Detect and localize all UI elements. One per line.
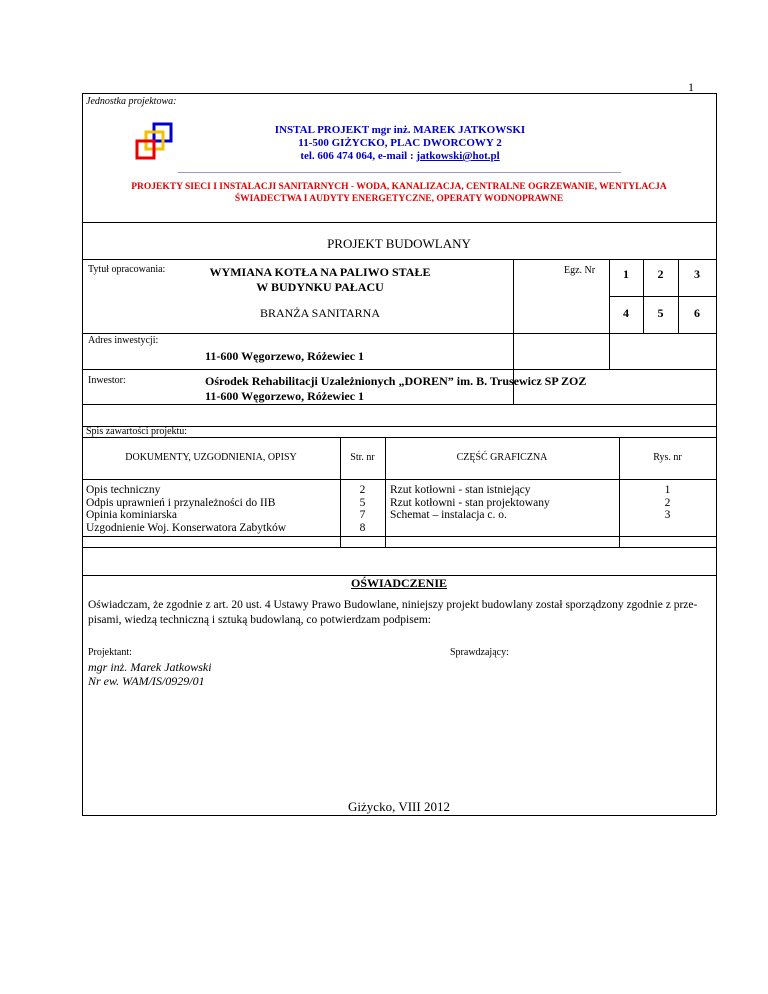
document-item: Opis techniczny — [86, 484, 161, 496]
investor-value — [205, 374, 586, 404]
header-divider — [178, 172, 621, 173]
document-page: 8 — [359, 521, 366, 534]
place-date: Giżycko, VIII 2012 — [348, 799, 450, 814]
drawing-item: Rzut kotłowni - stan istniejący — [390, 484, 531, 496]
graphics-header: CZĘŚĆ GRAFICZNA — [456, 452, 548, 463]
drawing-number: 1 — [664, 484, 671, 496]
designer-registration: Nr ew. WAM/IS/0929/01 — [88, 674, 205, 688]
copies-label: Egz. Nr — [564, 265, 596, 276]
drawing-item: Schemat – instalacja c. o. — [390, 509, 507, 521]
company-info — [180, 124, 620, 163]
declaration-line-2: pisami, wiedzą techniczną i sztuką budowlaną, co potwierdzam podpisem: — [88, 614, 431, 626]
checker-label: Sprawdzający: — [450, 647, 509, 658]
documents-header: DOKUMENTY, UZGODNIENIA, OPISY — [125, 452, 297, 463]
copy-number: 4 — [623, 306, 629, 320]
copy-number: 5 — [657, 306, 664, 320]
company-name: INSTAL PROJEKT mgr inż. MAREK JATKOWSKI — [274, 124, 526, 136]
frame-right — [716, 93, 717, 815]
copy-number: 6 — [694, 306, 700, 320]
title-line-2: W BUDYNKU PAŁACU — [256, 280, 384, 294]
declaration-title: OŚWIADCZENIE — [350, 576, 448, 590]
drawing-number: 3 — [664, 509, 671, 521]
drawing-number-header: Rys. nr — [653, 452, 682, 463]
investor-line-1: Ośrodek Rehabilitacji Uzależnionych „DOREN” im. B. Trusewicz SP ZOZ — [205, 374, 587, 388]
title-line-1: WYMIANA KOTŁA NA PALIWO STAŁE — [209, 265, 431, 279]
page-number-header: Str. nr — [350, 452, 375, 463]
document-page: 2 — [359, 484, 366, 496]
company-contact — [180, 150, 620, 163]
declaration-line-1: Oświadczam, że zgodnie z art. 20 ust. 4 Ustawy Prawo Budowlane, niniejszy projekt budowlany został sporządzony zgodnie z prze- — [88, 599, 698, 611]
frame-top — [82, 93, 716, 94]
document-item: Odpis uprawnień i przynależności do IIB — [86, 496, 276, 509]
company-address: 11-500 GIŻYCKO, PLAC DWORCOWY 2 — [298, 137, 502, 149]
document-item: Opinia kominiarska — [86, 509, 178, 521]
copy-number: 2 — [657, 267, 664, 281]
services-line-1: PROJEKTY SIECI I INSTALACJI SANITARNYCH - WODA, KANALIZACJA, CENTRALNE OGRZEWANIE, WENTYLACJA — [131, 182, 667, 192]
drawing-numbers — [619, 484, 716, 522]
document-page: 5 — [359, 496, 366, 509]
services-info — [86, 181, 712, 205]
services-line-2: ŚWIADECTWA I AUDYTY ENERGETYCZNE, OPERATY WODNOPRAWNE — [234, 194, 564, 204]
declaration-text — [88, 598, 712, 628]
drawing-item: Rzut kotłowni - stan projektowany — [390, 496, 550, 509]
company-email-link[interactable]: jatkowski@hot.pl — [416, 150, 500, 162]
title-text — [200, 265, 440, 295]
project-type: PROJEKT BUDOWLANY — [327, 236, 471, 251]
investor-label: Inwestor: — [88, 375, 126, 386]
title-label: Tytuł opracowania: — [88, 264, 166, 275]
unit-label: Jednostka projektowa: — [86, 96, 177, 107]
drawings-list — [390, 484, 618, 522]
designer-info — [88, 660, 212, 688]
copy-number: 1 — [623, 267, 629, 281]
page-number: 1 — [688, 80, 694, 94]
document-page: 7 — [359, 509, 366, 521]
branch-text: BRANŻA SANITARNA — [259, 306, 381, 320]
documents-list — [86, 484, 338, 534]
designer-label: Projektant: — [88, 647, 132, 658]
copy-number: 3 — [694, 267, 700, 281]
designer-name: mgr inż. Marek Jatkowski — [88, 660, 212, 674]
company-phone: tel. 606 474 064, e-mail : — [300, 150, 417, 162]
company-logo — [134, 122, 176, 164]
document-item: Uzgodnienie Woj. Konserwatora Zabytków — [86, 521, 287, 534]
document-pages — [340, 484, 385, 534]
contents-label: Spis zawartości projektu: — [86, 426, 188, 437]
address-value: 11-600 Węgorzewo, Różewiec 1 — [205, 349, 365, 363]
drawing-number: 2 — [664, 496, 671, 509]
investor-line-2: 11-600 Węgorzewo, Różewiec 1 — [205, 389, 365, 403]
frame-bottom — [82, 815, 716, 816]
address-label: Adres inwestycji: — [88, 335, 159, 346]
